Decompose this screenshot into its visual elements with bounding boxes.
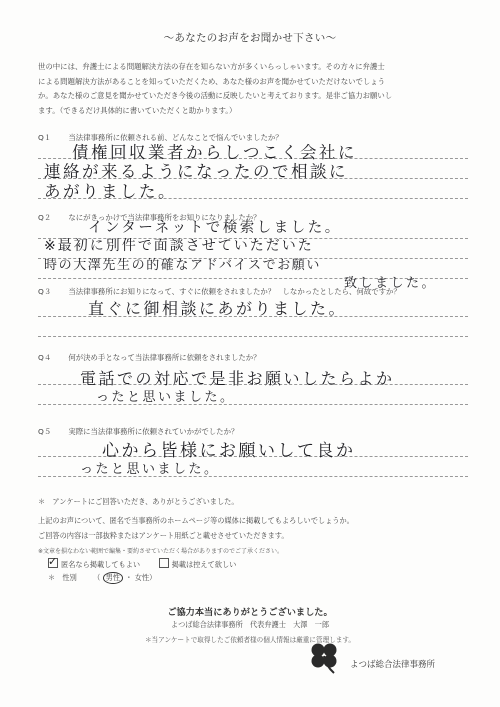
gender-row: ＊ 性別 （ 男性 ・ 女性） xyxy=(48,573,157,582)
handwritten-answer: 直ぐに御相談にあがりました。 xyxy=(88,299,348,318)
question-text: 実際に当法律事務所に依頼されていかがでしたか？ xyxy=(68,427,239,436)
answer-line xyxy=(38,336,468,337)
handwritten-answer: 電話での対応で是非お願いしたらよか xyxy=(80,369,395,388)
privacy-note: ＊当アンケートで取得したご依頼者様の個人情報は厳重に管理します。 xyxy=(144,636,356,644)
handwritten-answer: 債権回収業者からしつこく会社に xyxy=(72,143,357,162)
option-anonymous[interactable]: ✓匿名なら掲載してもよい xyxy=(48,560,140,569)
handwritten-answer: あがりました。 xyxy=(44,182,177,201)
closing-thanks: ご協力本当にありがとうございました。 xyxy=(167,607,333,618)
publish-options xyxy=(48,558,236,570)
checkbox-checked-icon[interactable] xyxy=(48,558,58,568)
option-decline[interactable]: 掲載は控えて欲しい xyxy=(159,560,237,569)
handwritten-answer: 時の大澤先生の的確なアドバイスでお願い xyxy=(44,258,322,273)
question-text: 何が決め手となって当法律事務所に依頼をされましたか？ xyxy=(68,353,261,362)
survey-title: ～あなたのお声をお聞かせ下さい～ xyxy=(163,32,337,44)
intro-line: ます。（できるだけ具体的に書いていただくと助かります。） xyxy=(38,105,237,115)
excerpt-note: ご回答の内容は一部抜粋またはアンケート用紙ごと載せさせていただきます。 xyxy=(38,531,289,540)
question-number: Q３ xyxy=(38,287,52,296)
question-number: Q１ xyxy=(38,133,52,142)
question-4 xyxy=(38,352,261,363)
handwritten-answer: 心から皆様にお願いして良か xyxy=(102,441,356,461)
clover-logo-icon xyxy=(304,640,344,676)
intro-line: 世の中には、弁護士による問題解決方法の存在を知らない方が多くいらっしゃいます。その方々に弁護士 xyxy=(38,62,385,71)
intro-text xyxy=(38,60,468,118)
checkbox-icon[interactable] xyxy=(159,558,169,568)
handwritten-answer: ※最初に別件で面談させていただいた xyxy=(44,238,314,254)
question-text: 当法律事務所に依頼される前、どんなことで悩んでいましたか？ xyxy=(68,133,283,142)
intro-line: か。あなた様のご意見を聞かせていただき今後の活動に反映したいと考えております。是非ご協力お願いし xyxy=(38,91,393,101)
gender-male-selected[interactable]: 男性 xyxy=(103,572,123,584)
handwritten-answer: インターネットで検索しました。 xyxy=(88,220,342,236)
asterisk-icon: ＊ xyxy=(38,497,53,506)
office-logo-text: よつば総合法律事務所 xyxy=(350,660,436,670)
permission-question: 上記のお声について、匿名で当事務所のホームページ等の媒体に掲載してもよろしいでしょうか。 xyxy=(38,516,354,525)
question-number: Q２ xyxy=(38,213,52,222)
office-line: よつば総合法律事務所 代表弁護士 大澤 一郎 xyxy=(170,620,330,629)
asterisk-icon: ＊ xyxy=(48,573,63,582)
gender-female[interactable]: 女性 xyxy=(134,573,150,582)
intro-line: による問題解決方法があることを知っていただくため、あなた様のお声を聞かせていただけないでしょう xyxy=(38,76,386,86)
handwritten-answer: 連絡が来るようになったので相談に xyxy=(44,162,348,181)
thanks-line: ＊ アンケートにご回答いただき、ありがとうございました。 xyxy=(38,497,239,506)
handwritten-answer: ったと思いました。 xyxy=(80,462,220,477)
question-text: なにがきっかけで当法律事務所をお知りになりましたか？ xyxy=(68,213,261,222)
edit-note: ※文章を損なわない範囲で編集・要約させていただく場合がありますのでご了承ください。 xyxy=(38,548,284,555)
question-number: Q５ xyxy=(38,427,52,436)
question-number: Q４ xyxy=(38,353,52,362)
handwritten-answer: 致しました。 xyxy=(344,276,438,291)
question-text: 当法律事務所にお知りになって、すぐに依頼をされましたか？ しなかったとしたら、何故ですか？ xyxy=(68,287,401,296)
handwritten-answer: ったと思いました。 xyxy=(96,390,236,405)
